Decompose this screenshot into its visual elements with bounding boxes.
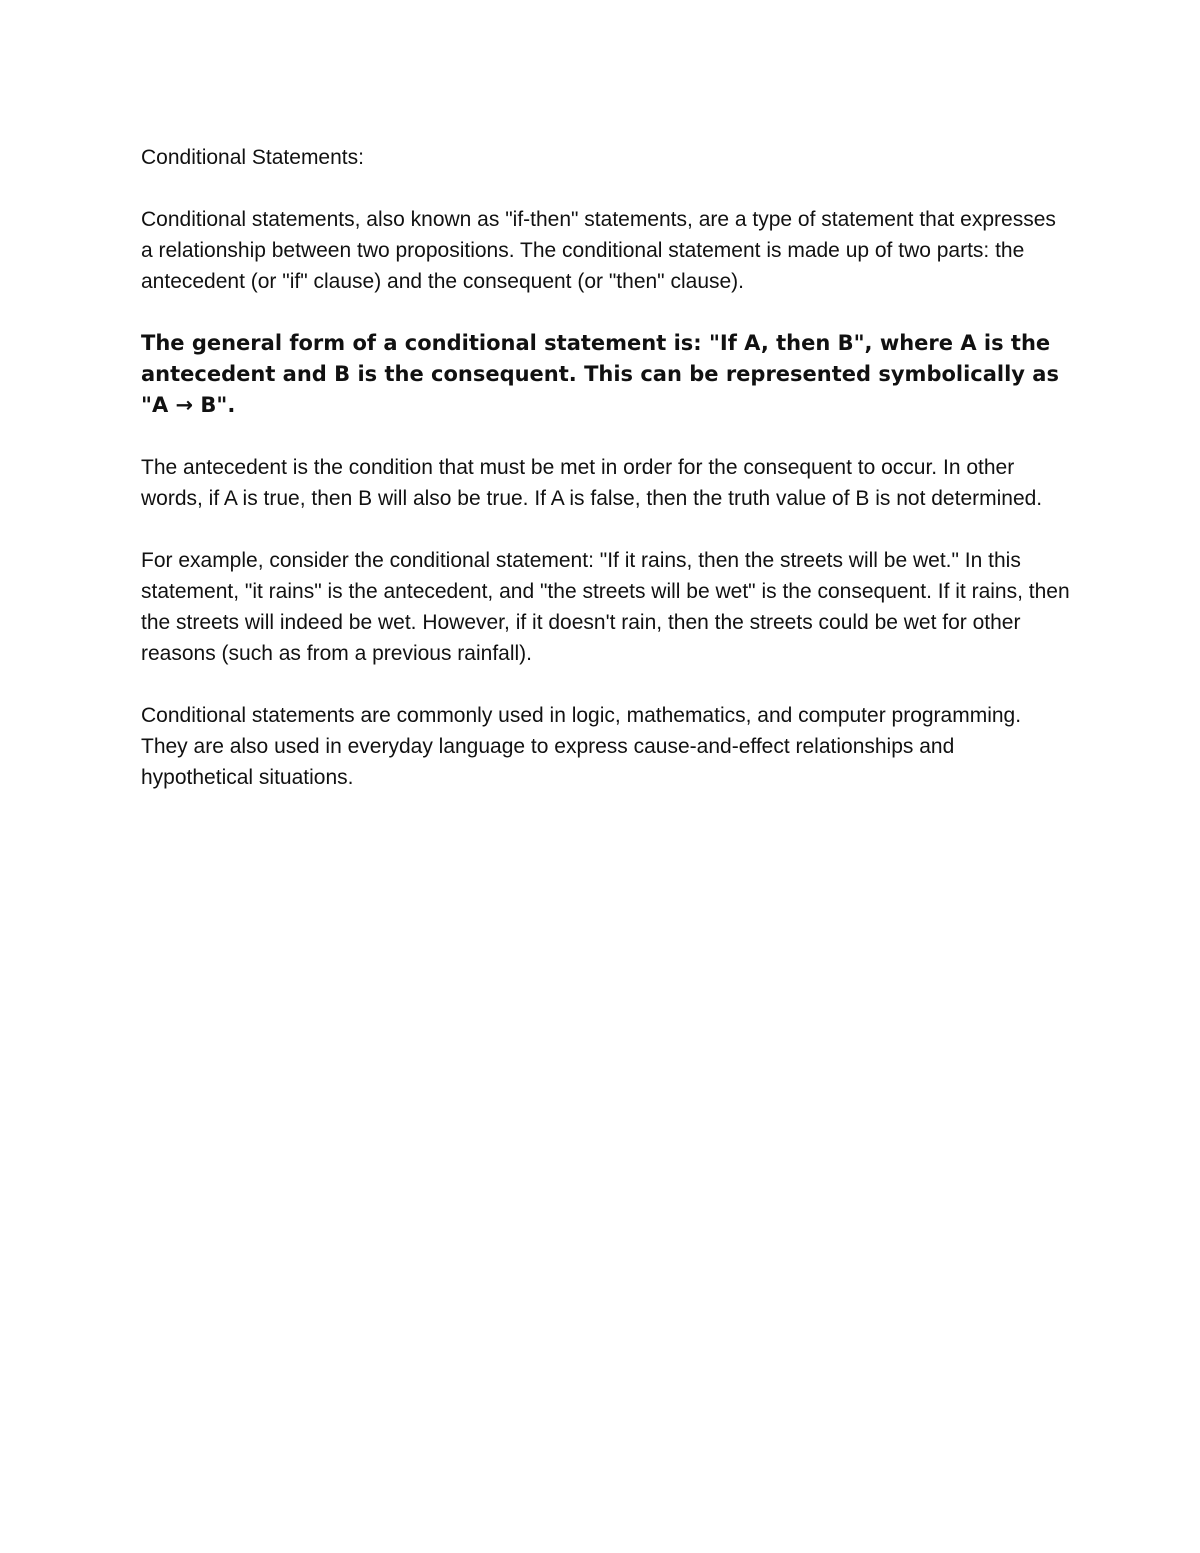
paragraph-antecedent: The antecedent is the condition that must be met in order for the consequent to occur. In other words, if A is true, then B will also be true. If A is false, then the truth value of B is not determined. bbox=[141, 456, 1043, 510]
paragraph-general-form: The general form of a conditional statement is: "If A, then B", where A is the antecedent and B is the consequent. This can be represented symbolically as "A → B". bbox=[141, 331, 1059, 417]
document-content bbox=[141, 142, 1071, 824]
document-title: Conditional Statements: bbox=[141, 146, 364, 169]
paragraph-usage: Conditional statements are commonly used in logic, mathematics, and computer programming. They are also used in everyday language to express cause-and-effect relationships and hypothetical situations. bbox=[141, 704, 1022, 789]
paragraph-intro: Conditional statements, also known as "if-then" statements, are a type of statement that expresses a relationship between two propositions. The conditional statement is made up of two parts: the antecedent (or "if" clause) and the consequent (or "then" clause). bbox=[141, 208, 1056, 293]
paragraph-example: For example, consider the conditional statement: "If it rains, then the streets will be wet." In this statement, "it rains" is the antecedent, and "the streets will be wet" is the consequent. If it rains, then the streets will indeed be wet. However, if it doesn't rain, then the streets could be wet for other reasons (such as from a previous rainfall). bbox=[141, 549, 1070, 665]
